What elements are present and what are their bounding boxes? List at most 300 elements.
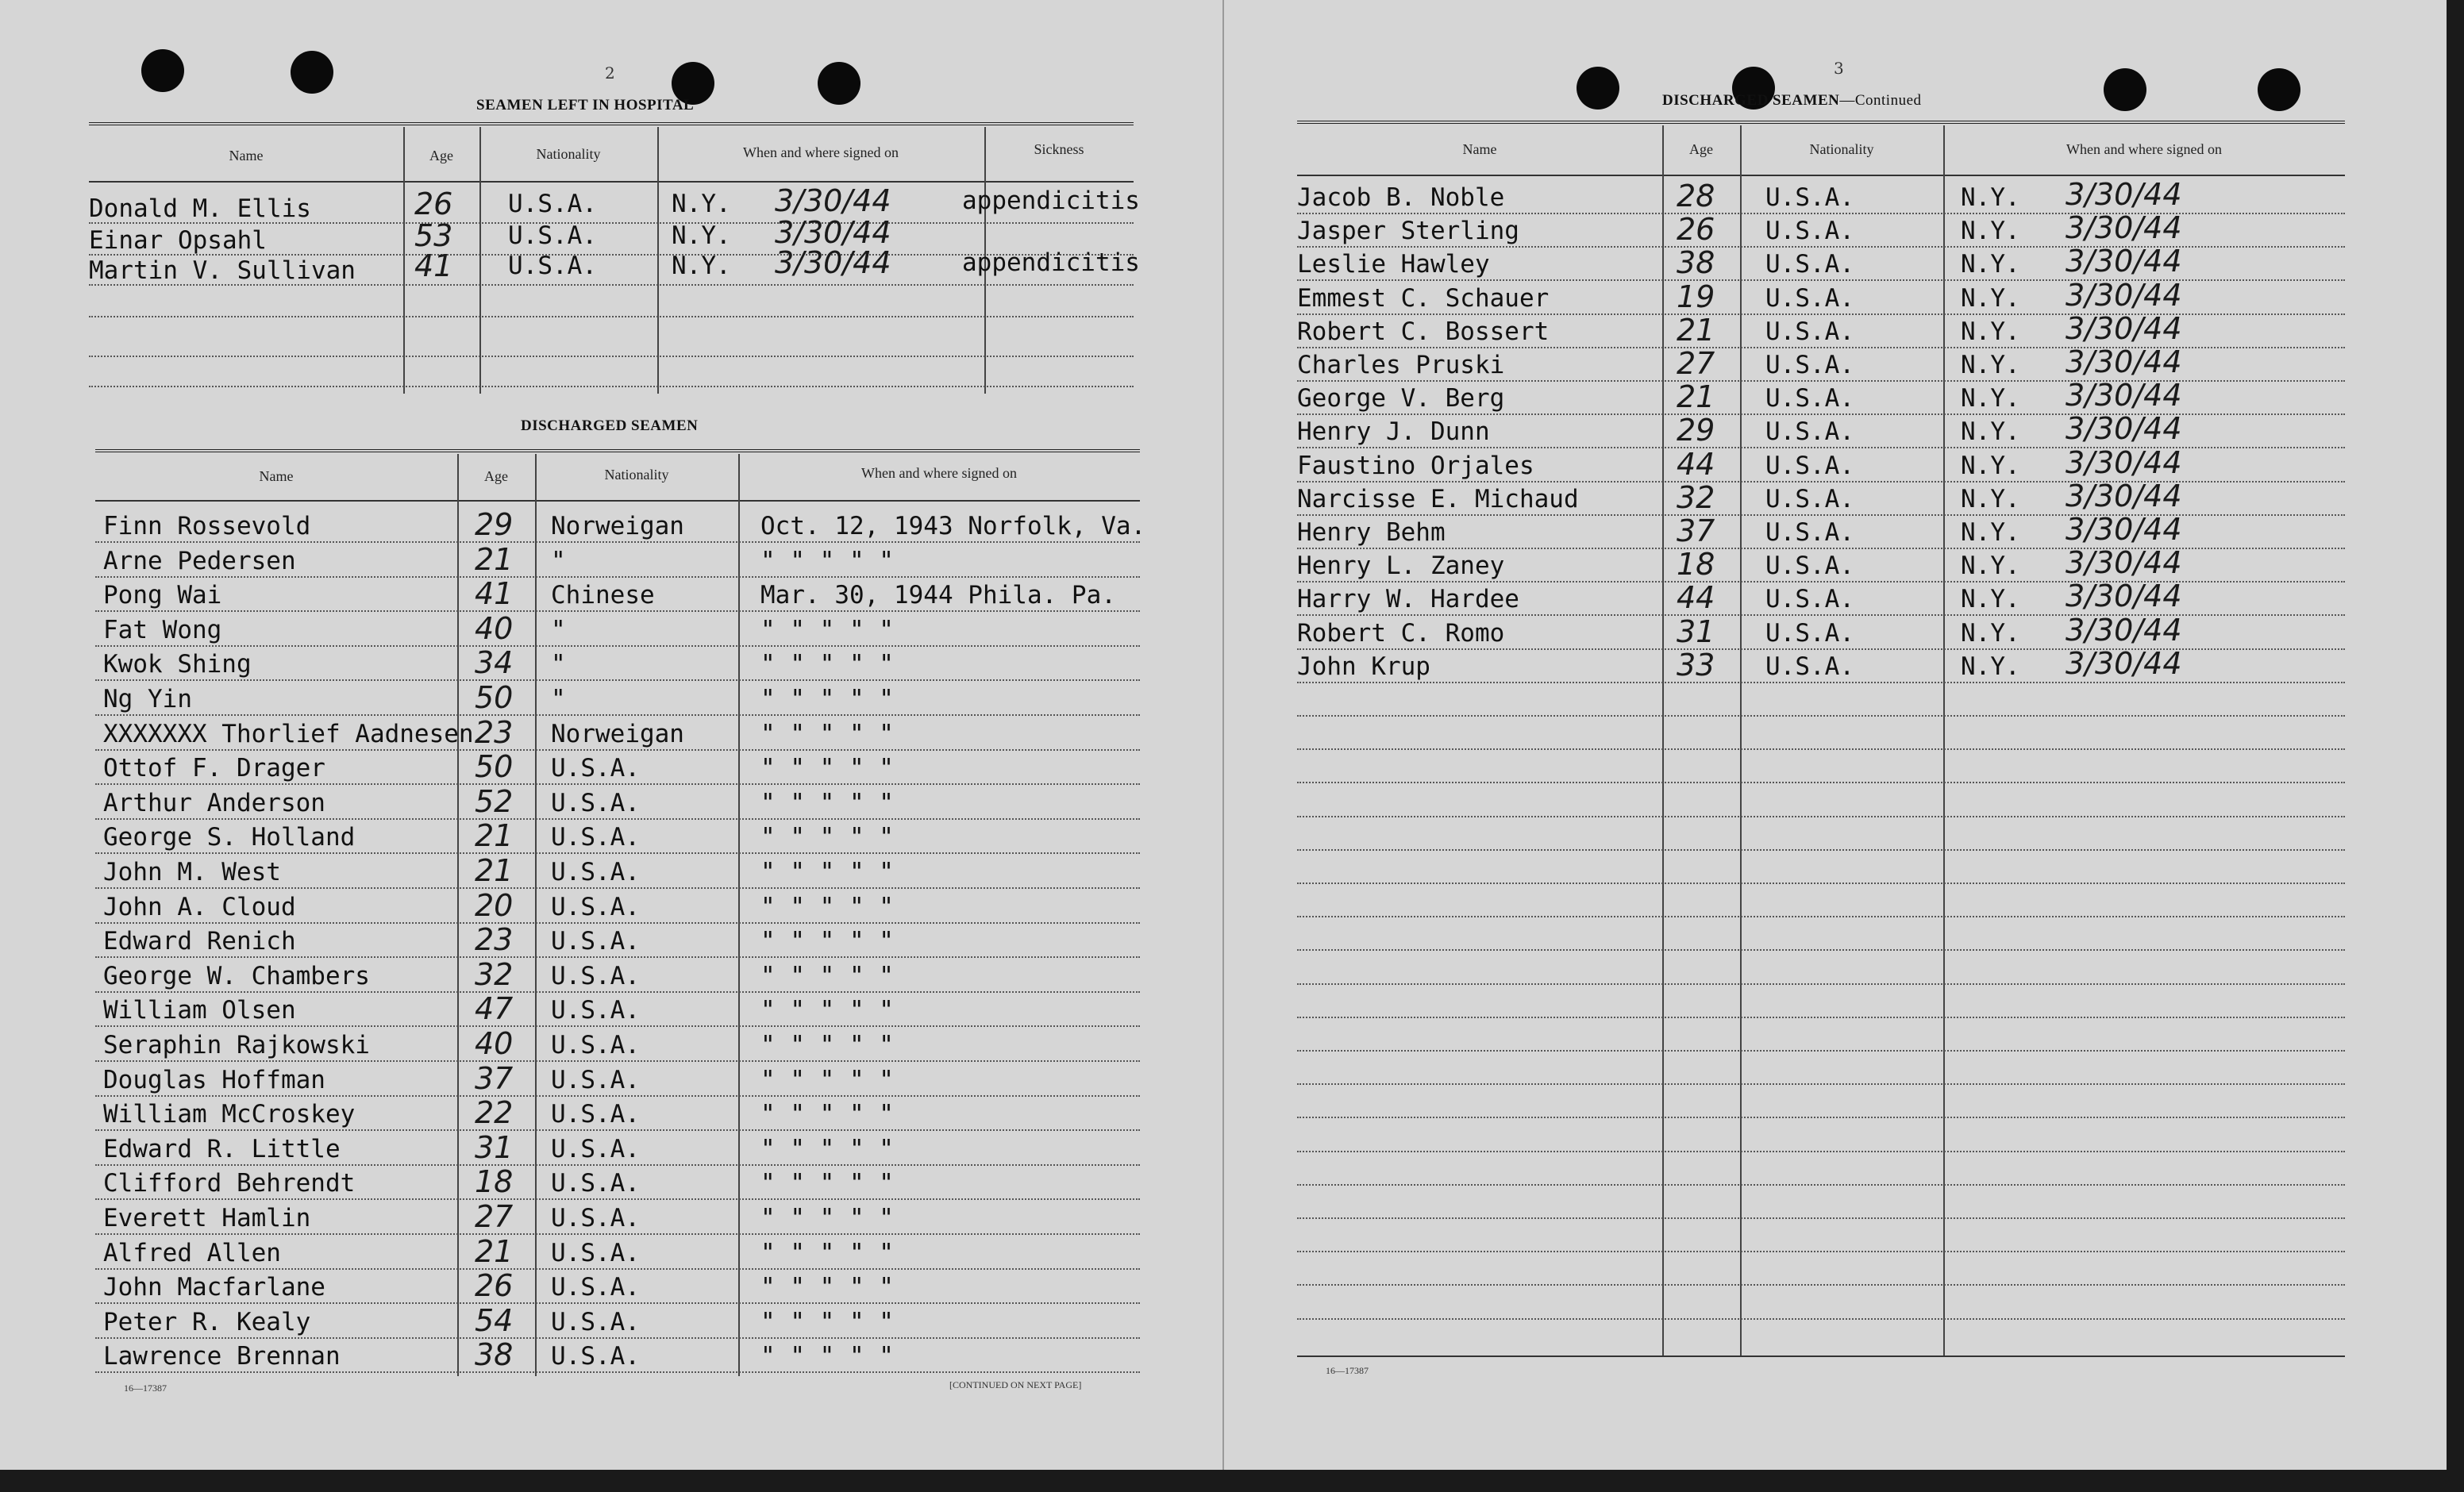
age-cell: 54 — [475, 1303, 514, 1338]
age-cell: 37 — [1677, 513, 1715, 548]
col-header-signed-on: When and where signed on — [743, 144, 899, 160]
col-header-age: Age — [429, 148, 453, 163]
signed-cell: " " " " " — [760, 720, 894, 748]
nationality-cell: U.S.A. — [551, 1169, 640, 1198]
nationality-cell: U.S.A. — [551, 1239, 640, 1267]
row-rule — [1297, 1284, 2345, 1286]
row-rule — [1297, 1151, 2345, 1152]
nationality-cell: U.S.A. — [551, 858, 640, 886]
table-rule — [95, 449, 1140, 452]
age-cell: 32 — [1677, 480, 1715, 515]
name-cell: Kwok Shing — [103, 650, 252, 679]
name-cell: Donald M. Ellis — [89, 194, 311, 223]
nationality-cell: U.S.A. — [1765, 552, 1854, 580]
row-rule — [1297, 380, 2345, 382]
age-cell: 26 — [414, 186, 453, 221]
name-cell: Finn Rossevold — [103, 512, 311, 540]
age-cell: 34 — [475, 645, 514, 680]
signed-cell: " " " " " — [760, 927, 894, 956]
table-rule — [1297, 121, 2345, 124]
left-page — [0, 0, 1222, 1470]
nationality-cell: U.S.A. — [1765, 384, 1854, 413]
place-cell: N.Y. — [1961, 652, 2020, 681]
place-cell: N.Y. — [1961, 351, 2020, 379]
name-cell: Martin V. Sullivan — [89, 256, 356, 285]
row-rule — [1297, 614, 2345, 616]
sickness-cell: appendicitis — [962, 248, 1140, 277]
name-cell: Henry Behm — [1297, 518, 1446, 547]
row-rule — [95, 576, 1140, 578]
signed-cell: " " " " " — [760, 1308, 894, 1336]
date-cell: 3/30/44 — [2066, 445, 2182, 480]
row-rule — [1297, 581, 2345, 583]
age-cell: 21 — [1677, 313, 1715, 348]
name-cell: Everett Hamlin — [103, 1204, 311, 1232]
place-cell: N.Y. — [672, 190, 731, 218]
date-cell: 3/30/44 — [2066, 545, 2182, 580]
age-cell: 22 — [475, 1095, 514, 1130]
col-header-nationality: Nationality — [536, 146, 601, 162]
nationality-cell: U.S.A. — [1765, 652, 1854, 681]
age-cell: 41 — [475, 576, 514, 611]
row-rule — [1297, 715, 2345, 717]
name-cell: Lawrence Brennan — [103, 1342, 341, 1371]
age-cell: 53 — [414, 218, 453, 253]
row-rule — [95, 645, 1140, 647]
column-divider — [1662, 125, 1664, 1355]
row-rule — [89, 284, 1134, 286]
name-cell: Ng Yin — [103, 685, 192, 713]
signed-cell: " " " " " — [760, 1135, 894, 1163]
column-divider — [457, 454, 459, 1376]
col-header-age: Age — [484, 468, 508, 484]
name-cell: Peter R. Kealy — [103, 1308, 311, 1336]
nationality-cell: Norweigan — [551, 720, 684, 748]
page-number: 3 — [1834, 59, 1844, 78]
row-rule — [95, 783, 1140, 785]
nationality-cell: U.S.A. — [551, 1204, 640, 1232]
signed-cell: " " " " " — [760, 754, 894, 783]
table-rule — [95, 500, 1140, 502]
row-rule — [1297, 279, 2345, 281]
date-cell: 3/30/44 — [2066, 479, 2182, 513]
place-cell: N.Y. — [1961, 552, 2020, 580]
date-cell: 3/30/44 — [2066, 210, 2182, 245]
age-cell: 50 — [475, 680, 514, 715]
row-rule — [1297, 782, 2345, 783]
form-number: 16—17387 — [1326, 1365, 1369, 1376]
place-cell: N.Y. — [1961, 217, 2020, 245]
name-cell: George W. Chambers — [103, 962, 370, 990]
signed-cell: " " " " " — [760, 1100, 894, 1129]
name-cell: Clifford Behrendt — [103, 1169, 356, 1198]
sickness-cell: appendicitis — [962, 186, 1140, 215]
name-cell: William Olsen — [103, 996, 296, 1025]
signed-cell: " " " " " — [760, 1239, 894, 1267]
nationality-cell: U.S.A. — [1765, 284, 1854, 313]
age-cell: 23 — [475, 715, 514, 750]
signed-cell: " " " " " — [760, 1066, 894, 1094]
name-cell: Robert C. Bossert — [1297, 317, 1550, 346]
nationality-cell: " — [551, 650, 566, 679]
date-cell: 3/30/44 — [2066, 411, 2182, 446]
age-cell: 26 — [475, 1268, 514, 1303]
nationality-cell: U.S.A. — [508, 221, 597, 250]
nationality-cell: U.S.A. — [1765, 585, 1854, 613]
row-rule — [1297, 748, 2345, 750]
place-cell: N.Y. — [1961, 317, 2020, 346]
signed-cell: " " " " " — [760, 1273, 894, 1302]
row-rule — [95, 1371, 1140, 1373]
name-cell: Charles Pruski — [1297, 351, 1505, 379]
signed-cell: " " " " " — [760, 1169, 894, 1198]
row-rule — [1297, 1017, 2345, 1018]
place-cell: N.Y. — [1961, 619, 2020, 648]
row-rule — [95, 714, 1140, 716]
age-cell: 18 — [475, 1164, 514, 1199]
signed-cell: " " " " " — [760, 996, 894, 1025]
row-rule — [1297, 648, 2345, 650]
nationality-cell: U.S.A. — [1765, 351, 1854, 379]
continued-note: [CONTINUED ON NEXT PAGE] — [949, 1379, 1082, 1390]
nationality-cell: U.S.A. — [551, 996, 640, 1025]
nationality-cell: U.S.A. — [1765, 317, 1854, 346]
age-cell: 21 — [475, 1234, 514, 1269]
age-cell: 50 — [475, 749, 514, 784]
row-rule — [1297, 447, 2345, 448]
punch-hole — [291, 51, 333, 94]
signed-cell: " " " " " — [760, 650, 894, 679]
age-cell: 33 — [1677, 648, 1715, 683]
row-rule — [95, 679, 1140, 681]
row-rule — [1297, 548, 2345, 549]
name-cell: John Macfarlane — [103, 1273, 325, 1302]
hospital-title: SEAMEN LEFT IN HOSPITAL — [476, 97, 695, 113]
right-page — [1222, 0, 2447, 1470]
place-cell: N.Y. — [1961, 452, 2020, 480]
signed-cell: " " " " " — [760, 1204, 894, 1232]
name-cell: Fat Wong — [103, 616, 222, 644]
col-header-signed-on: When and where signed on — [2066, 141, 2222, 157]
column-divider — [738, 454, 740, 1376]
signed-cell: " " " " " — [760, 616, 894, 644]
row-rule — [1297, 949, 2345, 951]
age-cell: 40 — [475, 611, 514, 646]
row-rule — [1297, 1217, 2345, 1219]
row-rule — [95, 922, 1140, 924]
name-cell: Ottof F. Drager — [103, 754, 325, 783]
row-rule — [1297, 983, 2345, 985]
age-cell: 38 — [475, 1337, 514, 1372]
signed-cell: " " " " " — [760, 1342, 894, 1371]
col-header-nationality: Nationality — [604, 467, 669, 483]
nationality-cell: U.S.A. — [551, 893, 640, 921]
nationality-cell: U.S.A. — [508, 252, 597, 280]
place-cell: N.Y. — [1961, 250, 2020, 279]
age-cell: 40 — [475, 1026, 514, 1061]
age-cell: 29 — [1677, 413, 1715, 448]
name-cell: Henry L. Zaney — [1297, 552, 1505, 580]
col-header-signed-on: When and where signed on — [861, 465, 1017, 481]
nationality-cell: U.S.A. — [551, 1135, 640, 1163]
age-cell: 23 — [475, 922, 514, 957]
age-cell: 32 — [475, 957, 514, 992]
date-cell: 3/30/44 — [775, 183, 891, 218]
row-rule — [1297, 1050, 2345, 1052]
nationality-cell: U.S.A. — [551, 1342, 640, 1371]
name-cell: John Krup — [1297, 652, 1430, 681]
name-cell: George S. Holland — [103, 823, 356, 852]
row-rule — [1297, 1117, 2345, 1118]
age-cell: 29 — [475, 507, 514, 542]
age-cell: 44 — [1677, 447, 1715, 482]
place-cell: N.Y. — [1961, 284, 2020, 313]
row-rule — [95, 1095, 1140, 1097]
nationality-cell: U.S.A. — [551, 1031, 640, 1059]
nationality-cell: U.S.A. — [1765, 417, 1854, 446]
row-rule — [95, 818, 1140, 820]
row-rule — [89, 386, 1134, 387]
place-cell: N.Y. — [672, 221, 731, 250]
nationality-cell: " — [551, 685, 566, 713]
date-cell: 3/30/44 — [2066, 177, 2182, 212]
age-cell: 26 — [1677, 212, 1715, 247]
row-rule — [95, 1060, 1140, 1062]
age-cell: 21 — [475, 853, 514, 888]
nationality-cell: U.S.A. — [551, 1066, 640, 1094]
column-divider — [403, 127, 405, 394]
punch-hole — [2258, 68, 2300, 111]
column-divider — [479, 127, 481, 394]
nationality-cell: U.S.A. — [551, 1308, 640, 1336]
nationality-cell: U.S.A. — [551, 962, 640, 990]
col-header-name: Name — [1462, 141, 1497, 157]
signed-cell: " " " " " — [760, 893, 894, 921]
name-cell: Emmest C. Schauer — [1297, 284, 1550, 313]
age-cell: 27 — [475, 1199, 514, 1234]
name-cell: Harry W. Hardee — [1297, 585, 1519, 613]
age-cell: 21 — [475, 818, 514, 853]
row-rule — [1297, 481, 2345, 483]
name-cell: Arne Pedersen — [103, 547, 296, 575]
nationality-cell: U.S.A. — [551, 927, 640, 956]
column-divider — [1740, 125, 1742, 1355]
row-rule — [1297, 1083, 2345, 1085]
punch-hole — [2104, 68, 2146, 111]
signed-cell: " " " " " — [760, 962, 894, 990]
name-cell: Jasper Sterling — [1297, 217, 1519, 245]
row-rule — [1297, 1184, 2345, 1186]
name-cell: Jacob B. Noble — [1297, 183, 1505, 212]
date-cell: 3/30/44 — [2066, 378, 2182, 413]
date-cell: 3/30/44 — [2066, 579, 2182, 613]
row-rule — [1297, 213, 2345, 214]
row-rule — [89, 222, 1134, 224]
place-cell: N.Y. — [672, 252, 731, 280]
row-rule — [1297, 1251, 2345, 1252]
table-rule — [89, 181, 1134, 183]
row-rule — [1297, 1318, 2345, 1320]
table-rule — [1297, 175, 2345, 176]
date-cell: 3/30/44 — [2066, 244, 2182, 279]
name-cell: Edward R. Little — [103, 1135, 341, 1163]
nationality-cell: U.S.A. — [1765, 485, 1854, 513]
nationality-cell: " — [551, 616, 566, 644]
name-cell: Faustino Orjales — [1297, 452, 1534, 480]
name-cell: William McCroskey — [103, 1100, 356, 1129]
place-cell: N.Y. — [1961, 485, 2020, 513]
name-cell: Douglas Hoffman — [103, 1066, 325, 1094]
age-cell: 18 — [1677, 547, 1715, 582]
date-cell: 3/30/44 — [2066, 512, 2182, 547]
age-cell: 20 — [475, 888, 514, 923]
age-cell: 44 — [1677, 580, 1715, 615]
age-cell: 31 — [1677, 614, 1715, 649]
col-header-name: Name — [229, 148, 264, 163]
punch-hole — [141, 49, 184, 92]
name-cell: Arthur Anderson — [103, 789, 325, 817]
age-cell: 31 — [475, 1130, 514, 1165]
column-divider — [657, 127, 659, 394]
row-rule — [1297, 246, 2345, 248]
row-rule — [1297, 514, 2345, 516]
row-rule — [1297, 413, 2345, 415]
nationality-cell: U.S.A. — [551, 823, 640, 852]
name-cell: XXXXXXX Thorlief Aadnesen — [103, 720, 474, 748]
row-rule — [89, 316, 1134, 317]
table-rule — [89, 122, 1134, 125]
place-cell: N.Y. — [1961, 585, 2020, 613]
date-cell: 3/30/44 — [2066, 613, 2182, 648]
row-rule — [95, 1302, 1140, 1304]
nationality-cell: Norweigan — [551, 512, 684, 540]
date-cell: 3/30/44 — [775, 245, 891, 280]
name-cell: George V. Berg — [1297, 384, 1505, 413]
nationality-cell: U.S.A. — [508, 190, 597, 218]
age-cell: 21 — [475, 542, 514, 577]
row-rule — [89, 356, 1134, 357]
age-cell: 47 — [475, 991, 514, 1026]
nationality-cell: U.S.A. — [1765, 217, 1854, 245]
row-rule — [1297, 347, 2345, 348]
signed-cell: " " " " " — [760, 685, 894, 713]
date-cell: 3/30/44 — [2066, 278, 2182, 313]
row-rule — [1297, 313, 2345, 315]
nationality-cell: U.S.A. — [551, 1100, 640, 1129]
age-cell: 27 — [1677, 346, 1715, 381]
row-rule — [95, 991, 1140, 993]
age-cell: 37 — [475, 1061, 514, 1096]
name-cell: John M. West — [103, 858, 281, 886]
date-cell: 3/30/44 — [775, 215, 891, 250]
form-number: 16—17387 — [124, 1382, 167, 1394]
nationality-cell: U.S.A. — [551, 754, 640, 783]
date-cell: 3/30/44 — [2066, 344, 2182, 379]
name-cell: Pong Wai — [103, 581, 222, 609]
date-cell: 3/30/44 — [2066, 646, 2182, 681]
discharged-title: DISCHARGED SEAMEN — [521, 417, 699, 434]
name-cell: Einar Opsahl — [89, 226, 267, 255]
name-cell: Seraphin Rajkowski — [103, 1031, 370, 1059]
punch-hole — [818, 62, 860, 105]
nationality-cell: U.S.A. — [1765, 250, 1854, 279]
date-cell: 3/30/44 — [2066, 311, 2182, 346]
row-rule — [1297, 816, 2345, 817]
nationality-cell: U.S.A. — [1765, 452, 1854, 480]
row-rule — [1297, 682, 2345, 683]
col-header-age: Age — [1689, 141, 1713, 157]
row-rule — [95, 956, 1140, 958]
name-cell: Alfred Allen — [103, 1239, 281, 1267]
name-cell: Narcisse E. Michaud — [1297, 485, 1579, 513]
row-rule — [95, 852, 1140, 854]
signed-cell: Oct. 12, 1943 Norfolk, Va. — [760, 512, 1146, 540]
signed-cell: " " " " " — [760, 858, 894, 886]
nationality-cell: " — [551, 547, 566, 575]
signed-cell: " " " " " — [760, 1031, 894, 1059]
age-cell: 38 — [1677, 245, 1715, 280]
col-header-sickness: Sickness — [1034, 141, 1084, 157]
col-header-name: Name — [259, 468, 294, 484]
place-cell: N.Y. — [1961, 417, 2020, 446]
name-cell: Henry J. Dunn — [1297, 417, 1490, 446]
place-cell: N.Y. — [1961, 183, 2020, 212]
punch-hole — [1577, 67, 1619, 110]
discharged-continued-title: DISCHARGED SEAMEN—Continued — [1662, 92, 1922, 109]
col-header-nationality: Nationality — [1809, 141, 1874, 157]
name-cell: Leslie Hawley — [1297, 250, 1490, 279]
table-rule — [1297, 1355, 2345, 1357]
signed-cell: Mar. 30, 1944 Phila. Pa. — [760, 581, 1116, 609]
signed-cell: " " " " " — [760, 823, 894, 852]
row-rule — [1297, 849, 2345, 851]
signed-cell: " " " " " — [760, 789, 894, 817]
signed-cell: " " " " " — [760, 547, 894, 575]
age-cell: 28 — [1677, 179, 1715, 213]
row-rule — [95, 1198, 1140, 1200]
row-rule — [95, 1233, 1140, 1235]
row-rule — [95, 1025, 1140, 1027]
place-cell: N.Y. — [1961, 518, 2020, 547]
column-divider — [1943, 125, 1945, 1355]
age-cell: 41 — [414, 248, 453, 283]
place-cell: N.Y. — [1961, 384, 2020, 413]
row-rule — [95, 887, 1140, 889]
row-rule — [95, 1164, 1140, 1166]
row-rule — [95, 610, 1140, 612]
row-rule — [95, 1268, 1140, 1270]
nationality-cell: Chinese — [551, 581, 655, 609]
row-rule — [95, 749, 1140, 751]
age-cell: 52 — [475, 784, 514, 819]
name-cell: Edward Renich — [103, 927, 296, 956]
column-divider — [535, 454, 537, 1376]
nationality-cell: U.S.A. — [551, 789, 640, 817]
row-rule — [95, 541, 1140, 543]
age-cell: 19 — [1677, 279, 1715, 314]
nationality-cell: U.S.A. — [1765, 183, 1854, 212]
row-rule — [95, 1337, 1140, 1339]
nationality-cell: U.S.A. — [551, 1273, 640, 1302]
name-cell: Robert C. Romo — [1297, 619, 1505, 648]
nationality-cell: U.S.A. — [1765, 518, 1854, 547]
row-rule — [95, 1129, 1140, 1131]
row-rule — [1297, 883, 2345, 884]
name-cell: John A. Cloud — [103, 893, 296, 921]
page-number: 2 — [605, 63, 615, 83]
nationality-cell: U.S.A. — [1765, 619, 1854, 648]
age-cell: 21 — [1677, 379, 1715, 414]
